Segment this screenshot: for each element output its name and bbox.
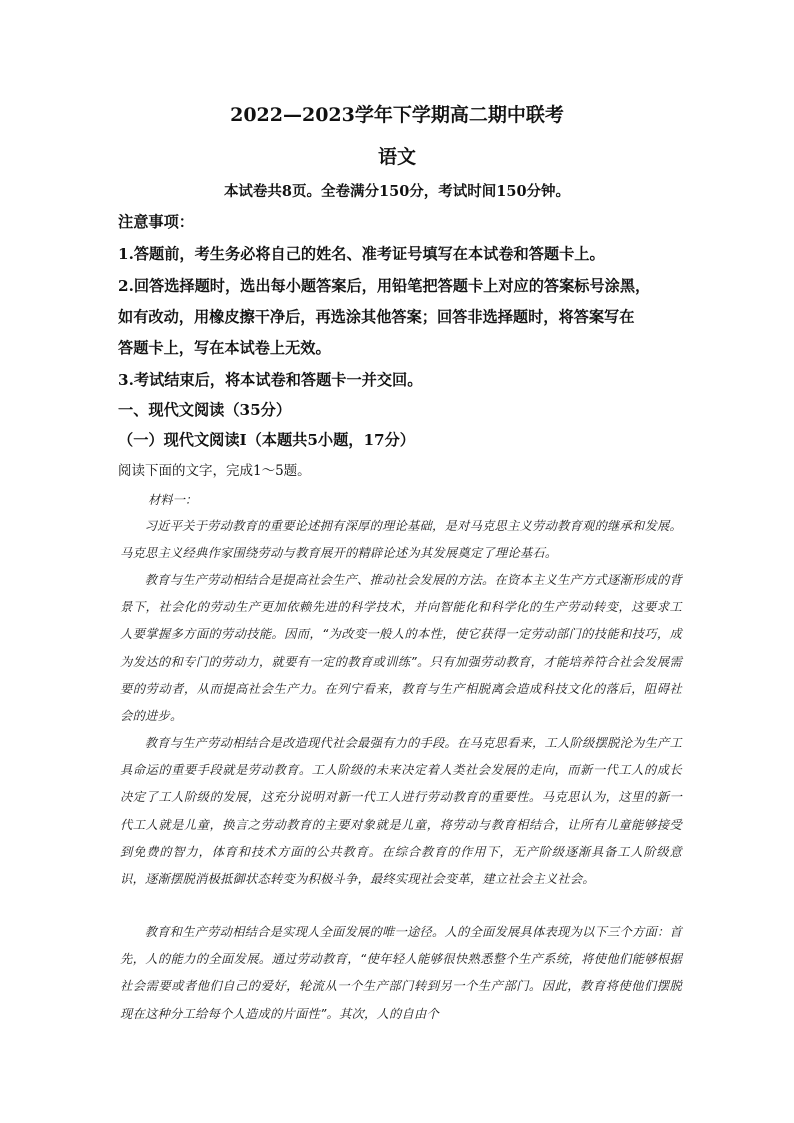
material-paragraph-2: 教育与生产劳动相结合是提高社会生产、推动社会发展的方法。在资本主义生产方式逐渐形成的背景下，社会化的劳动生产更加依赖先进的科学技术，并向智能化和科学化的生产劳动转变，这要求工人要掌握多方面的劳动技能。因而，“为改变一般人的本性，使它获得一定劳动部门的技能和技巧，成为发达的和专门的劳动力，就要有一定的教育或训练”。只有加强劳动教育，才能培养符合社会发展需要的劳动者，从而提高社会生产力。在列宁看来，教育与生产相脱离会造成科技文化的落后，阻碍社会的进步。 bbox=[120, 573, 682, 724]
notes-item-3: 3.考试结束后，将本试卷和答题卡一并交回。 bbox=[118, 371, 423, 389]
notes-heading: 注意事项： bbox=[118, 213, 194, 231]
material-label: 材料一： bbox=[148, 493, 198, 507]
subject-title: 语文 bbox=[377, 146, 416, 168]
exam-title: 2022—2023学年下学期高二期中联考 bbox=[230, 104, 564, 126]
reading-instruction: 阅读下面的文字，完成1～5题。 bbox=[118, 463, 311, 479]
material-paragraph-1: 习近平关于劳动教育的重要论述拥有深厚的理论基础，是对马克思主义劳动教育观的继承和发展。马克思主义经典作家围绕劳动与教育展开的精辟论述为其发展奠定了理论基石。 bbox=[120, 519, 682, 561]
notes-item-2-line-2: 如有改动，用橡皮擦干净后，再选涂其他答案；回答非选择题时，将答案写在 bbox=[118, 308, 635, 326]
exam-info: 本试卷共8页。全卷满分150分，考试时间150分钟。 bbox=[223, 183, 571, 200]
notes-item-2-line-3: 答题卡上，写在本试卷上无效。 bbox=[118, 339, 331, 357]
section-heading: 一、现代文阅读（35分） bbox=[118, 401, 292, 419]
notes-item-2-line-1: 2.回答选择题时，选出每小题答案后，用铅笔把答题卡上对应的答案标号涂黑， bbox=[118, 277, 651, 295]
material-paragraph-4: 教育和生产劳动相结合是实现人全面发展的唯一途径。人的全面发展具体表现为以下三个方面：首先，人的能力的全面发展。通过劳动教育，“使年轻人能够很快熟悉整个生产系统，将使他们能够根据社会需要或者他们自己的爱好，轮流从一个生产部门转到另一个生产部门。因此，教育将使他们摆脱现在这种分工给每个人造成的片面性”。其次，人的自由个 bbox=[120, 925, 682, 1021]
notes-item-1: 1.答题前，考生务必将自己的姓名、准考证号填写在本试卷和答题卡上。 bbox=[118, 245, 605, 263]
material-paragraph-3: 教育与生产劳动相结合是改造现代社会最强有力的手段。在马克思看来，工人阶级摆脱沦为生产工具命运的重要手段就是劳动教育。工人阶级的未来决定着人类社会发展的走向，而新一代工人的成长决定了工人阶级的发展，这充分说明对新一代工人进行劳动教育的重要性。马克思认为，这里的新一代工人就是儿童，换言之劳动教育的主要对象就是儿童，将劳动与教育相结合，让所有儿童能够接受到免费的智力，体育和技术方面的公共教育。在综合教育的作用下，无产阶级逐渐具备工人阶级意识，逐渐摆脱消极抵御状态转变为积极斗争，最终实现社会变革，建立社会主义社会。 bbox=[120, 736, 682, 887]
sub-section-heading: （一）现代文阅读Ⅰ（本题共5小题，17分） bbox=[118, 431, 415, 449]
